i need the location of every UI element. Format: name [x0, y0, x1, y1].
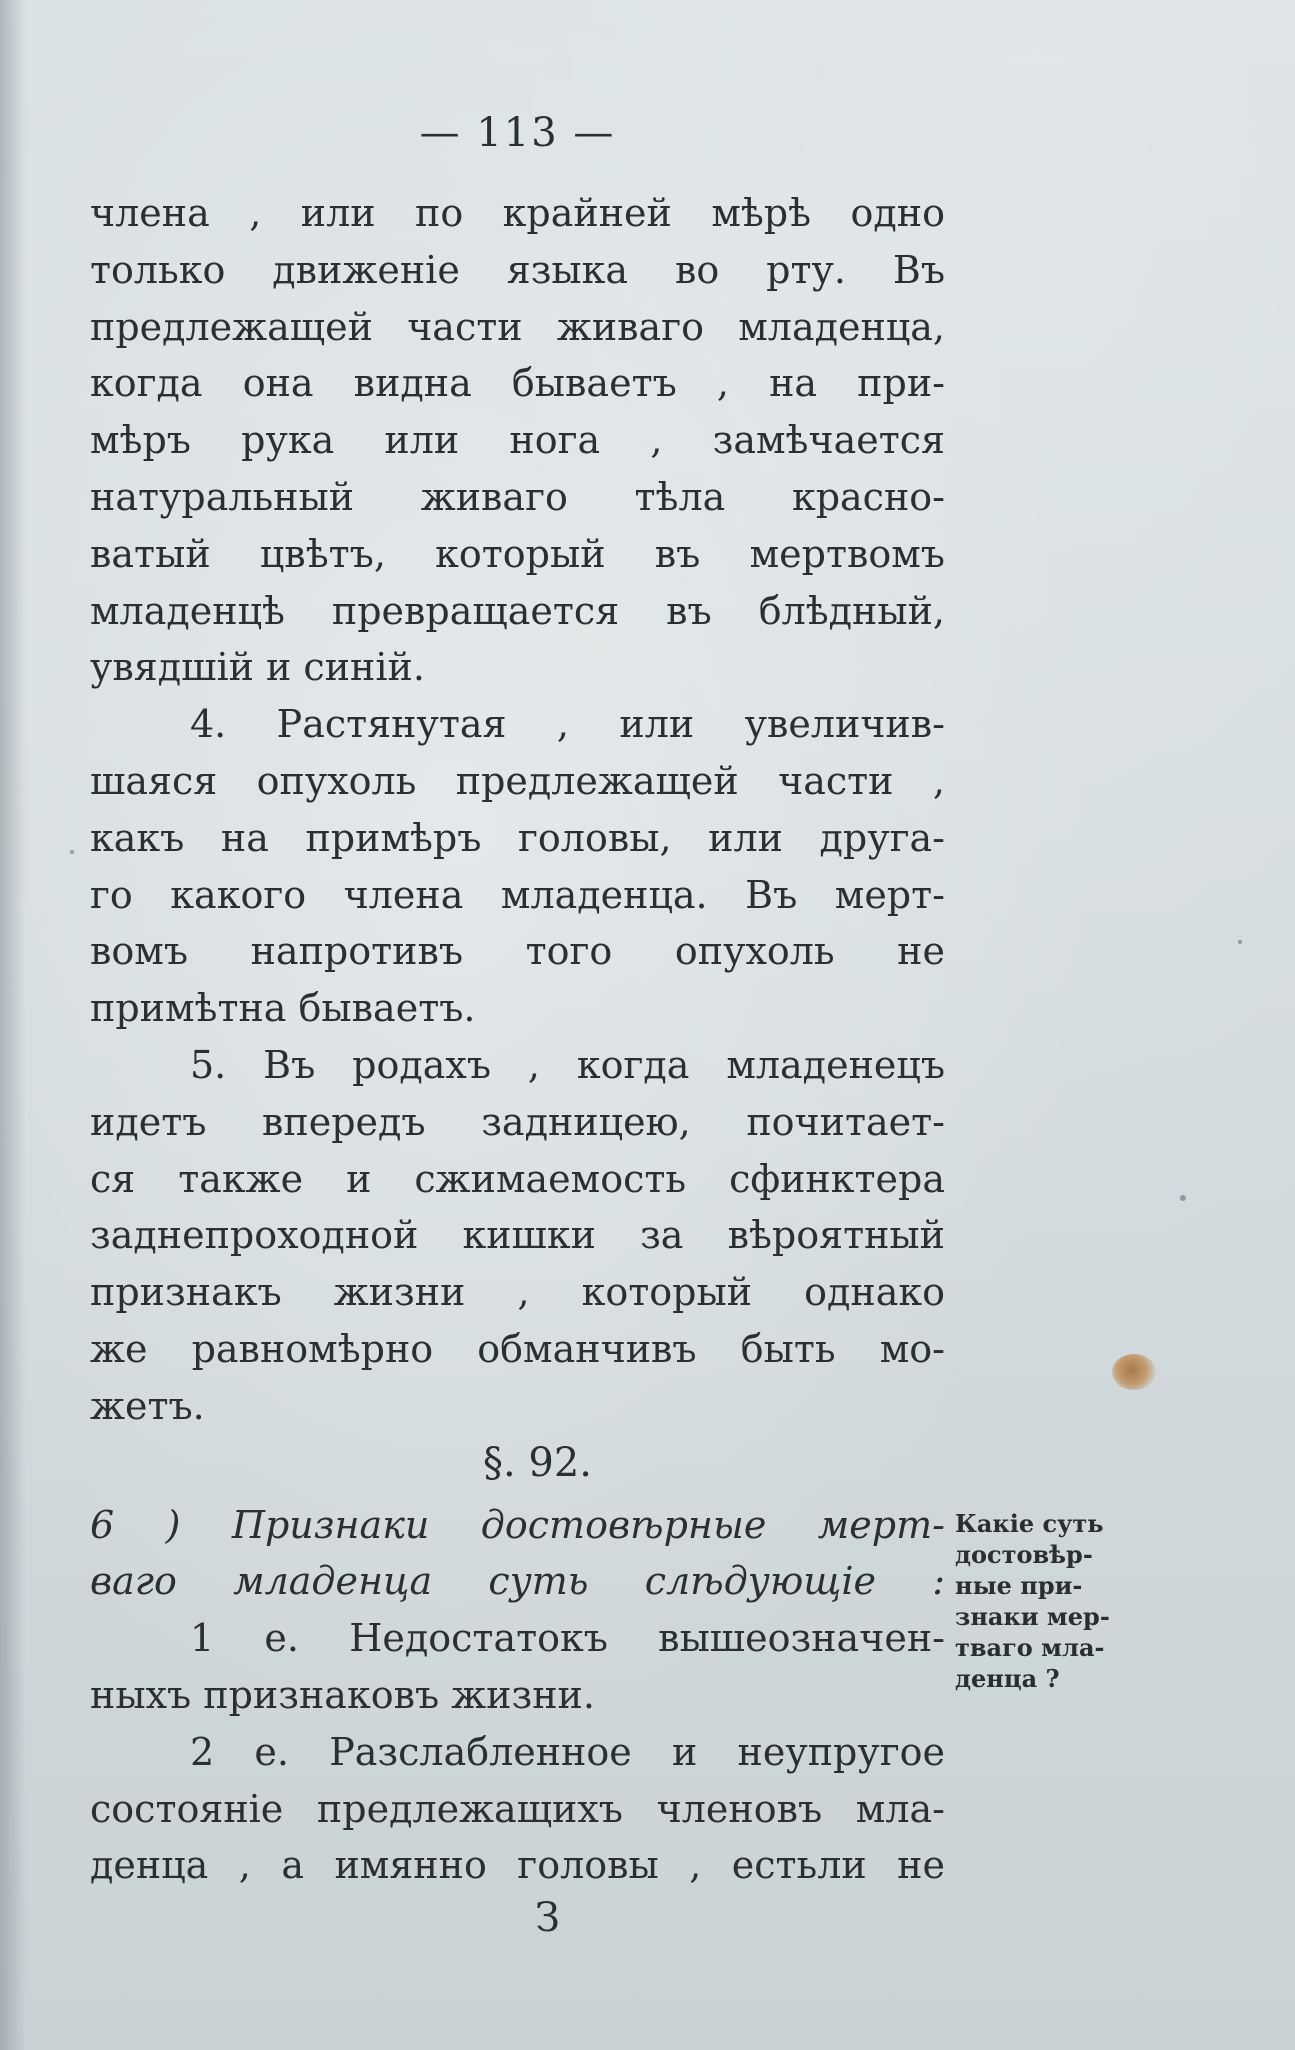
margin-note-line: тваго мла-	[955, 1633, 1105, 1662]
text-line: натуральный живаго тѣла красно-	[90, 474, 945, 519]
text-line: предлежащей части живаго младенца,	[90, 304, 945, 349]
text-line: младенцѣ превращается въ блѣдный,	[90, 588, 945, 633]
text-line: только движеніе языка во рту. Въ	[90, 247, 945, 292]
text-line: ваго младенца суть слѣдующіе :	[90, 1559, 945, 1604]
text-line: примѣтна бываетъ.	[90, 986, 476, 1031]
margin-note-line: достовѣр-	[955, 1540, 1093, 1569]
page-number: — 113 —	[419, 110, 616, 156]
text-line: состояніе предлежащихъ членовъ мла-	[90, 1786, 945, 1831]
page-edge-shadow	[0, 0, 26, 2050]
margin-note	[955, 1508, 1170, 1694]
margin-note-line: денца ?	[955, 1664, 1060, 1693]
text-line: 1 е. Недостатокъ вышеозначен-	[190, 1616, 945, 1661]
text-line: 5. Въ родахъ , когда младенецъ	[190, 1042, 945, 1087]
paper-speck	[1180, 1195, 1186, 1201]
margin-note-line: Какіе суть	[955, 1509, 1104, 1538]
text-line: заднепроходной кишки за вѣроятный	[90, 1213, 945, 1258]
text-line: признакъ жизни , который однако	[90, 1270, 945, 1315]
paper-stain	[1112, 1354, 1156, 1390]
text-line: идетъ впередъ задницею, почитает-	[90, 1099, 945, 1144]
text-line: 6 ) Признаки достовѣрные мерт-	[90, 1502, 945, 1547]
text-line: же равномѣрно обманчивъ быть мо-	[90, 1326, 945, 1371]
body-text	[90, 185, 945, 1894]
margin-note-line: знаки мер-	[955, 1602, 1110, 1631]
text-line: го какого члена младенца. Въ мерт-	[90, 872, 945, 917]
text-line: мѣръ рука или нога , замѣчается	[90, 418, 945, 463]
text-line: шаяся опухоль предлежащей части ,	[90, 758, 945, 803]
text-line: жетъ.	[90, 1383, 205, 1428]
section-heading: §. 92.	[482, 1439, 593, 1486]
margin-note-line: ные при-	[955, 1571, 1083, 1600]
text-line: 4. Растянутая , или увеличив-	[190, 702, 945, 747]
signature-mark: З	[535, 1895, 560, 1941]
text-line: ныхъ признаковъ жизни.	[90, 1672, 595, 1717]
paper-speck	[1238, 940, 1242, 944]
text-line: когда она видна бываетъ , на при-	[90, 361, 945, 406]
text-line: члена , или по крайней мѣрѣ одно	[90, 191, 945, 235]
text-line: вомъ напротивъ того опухоль не	[90, 929, 945, 974]
text-line: 2 е. Разслабленное и неупругое	[190, 1729, 945, 1774]
text-line: денца , а имянно головы , естьли не	[90, 1843, 945, 1888]
text-line: какъ на примѣръ головы, или друга-	[90, 815, 945, 860]
text-line: увядшій и синій.	[90, 645, 425, 690]
text-line: ся также и сжимаемость сфинктера	[90, 1156, 945, 1201]
text-line: ватый цвѣтъ, который въ мертвомъ	[90, 531, 945, 576]
paper-speck	[70, 850, 74, 854]
